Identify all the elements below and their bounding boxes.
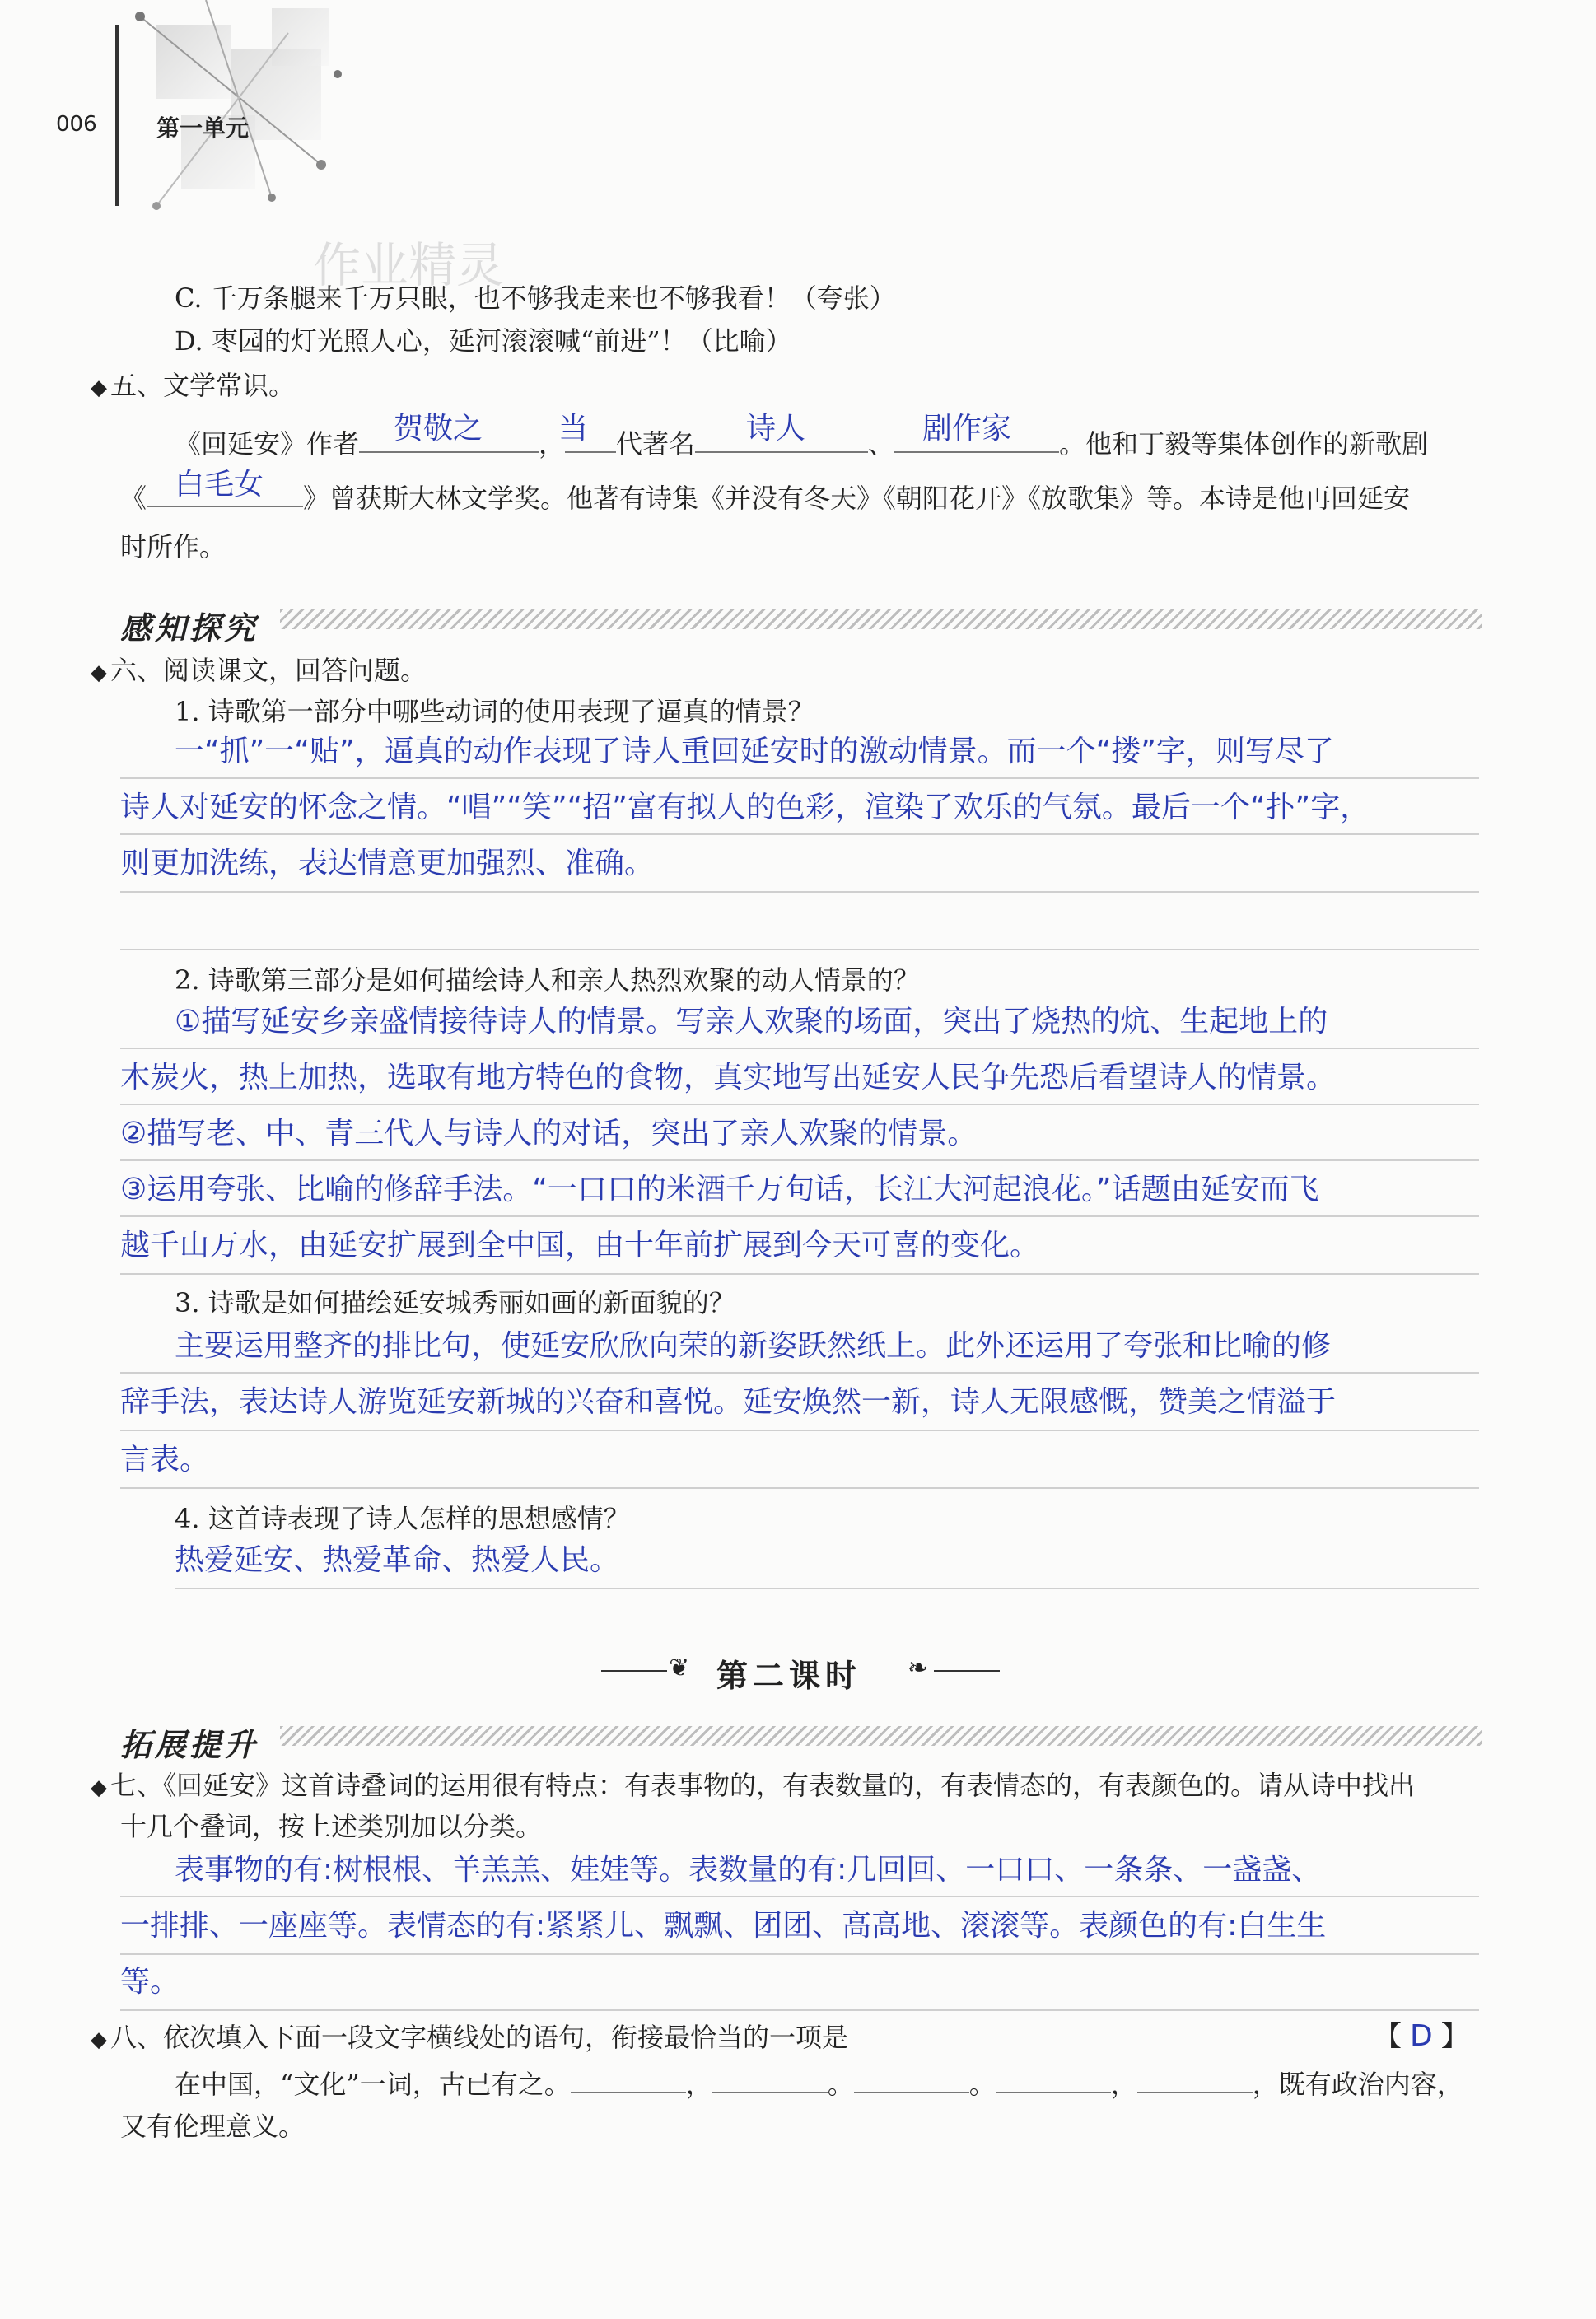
q6-ans2-line2: 木炭火，热上加热，选取有地方特色的食物，真实地写出延安人民争先恐后看望诗人的情景。 [120,1061,1337,1094]
q5-answer-playwright: 剧作家 [922,412,1012,446]
q6-sub2: 2. 诗歌第三部分是如何描绘诗人和亲人热烈欢聚的动人情景的？ [175,964,920,996]
unit-label: 第一单元 [156,114,250,142]
q7-ans-line2: 一排排、一座座等。表情态的有:紧紧儿、飘飘、团团、高高地、滚滚等。表颜色的有:白生生 [120,1909,1327,1943]
q6-ans2-line5: 越千山万水，由延安扩展到全中国，由十年前扩展到今天可喜的变化。 [120,1229,1040,1262]
q5-line2: 《 》曾获斯大林文学奖。他著有诗集《并没有冬天》《朝阳花开》《放歌集》等。本诗是他再回延安 [120,483,1411,514]
q6-ans1-line3: 则更加洗练，表达情意更加强烈、准确。 [120,847,655,880]
q8-question: ◆ 八、依次填入下面一段文字横线处的语句，衔接最恰当的一项是 [91,2022,849,2053]
section-bar-1 [280,609,1482,629]
q8-line2: 又有伦理意义。 [120,2111,306,2142]
q5-answer-author: 贺敬之 [394,412,483,446]
q6-title: ◆ 六、阅读课文，回答问题。 [91,655,427,686]
section-title-extension: 拓展提升 [120,1726,259,1763]
header-divider [115,25,119,206]
ornament-left-icon: ❦ [669,1654,690,1682]
lesson-heading [601,1650,996,1694]
q6-ans4: 热爱延安、热爱革命、热爱人民。 [175,1543,620,1577]
watermark: 作业精灵 [313,237,505,293]
q7-line2: 十几个叠词，按上述类别加以分类。 [120,1811,543,1842]
q6-ans2-line4: ③运用夸张、比喻的修辞手法。“一口口的米酒千万句话，长江大河起浪花。”话题由延安而飞 [120,1173,1319,1206]
q8-line1: 在中国，“文化”一词，古已有之。 ， 。 。 ， ，既有政治内容， [175,2069,1463,2100]
q6-ans2-line1: ①描写延安乡亲盛情接待诗人的情景。写亲人欢聚的场面，突出了烧热的炕、生起地上的 [175,1005,1328,1038]
q7-ans-line3: 等。 [120,1965,180,1999]
q6-ans1-line1: 一“抓”一“贴”，逼真的动作表现了诗人重回延安时的激动情景。而一个“搂”字，则写尽了 [175,735,1334,768]
q8-answer: D [1410,2019,1433,2053]
q5-answer-poet: 诗人 [746,412,806,446]
q6-ans3-line3: 言表。 [120,1443,210,1477]
q5-answer-era: 当 [558,412,589,446]
q5-title: ◆ 五、文学常识。 [91,370,296,401]
q7-ans-line1: 表事物的有:树根根、羊羔羔、娃娃等。表数量的有:几回回、一口口、一条条、一盏盏、 [175,1853,1322,1887]
q5-line3: 时所作。 [120,531,226,562]
section-title-perception: 感知探究 [120,609,259,646]
option-d: D. 枣园的灯光照人心，延河滚滚喊“前进”！（比喻） [175,325,792,357]
q6-ans2-line3: ②描写老、中、青三代人与诗人的对话，突出了亲人欢聚的情景。 [120,1117,978,1150]
section-bar-2 [280,1726,1482,1746]
q6-sub3: 3. 诗歌是如何描绘延安城秀丽如画的新面貌的？ [175,1287,735,1318]
ornament-right-icon: ❧ [908,1654,929,1682]
q6-ans1-line2: 诗人对延安的怀念之情。“唱”“笑”“招”富有拟人的色彩，渲染了欢乐的气氛。最后一个“扑”字， [120,791,1370,824]
q5-line1: 《回延安》作者 ， 代著名 、 。他和丁毅等集体创作的新歌剧 [175,428,1429,460]
q6-sub1: 1. 诗歌第一部分中哪些动词的使用表现了逼真的情景？ [175,696,814,727]
q5-answer-opera: 白毛女 [175,468,264,502]
q8-bracket: 【 D 】 [1374,2019,1469,2053]
q7-line1: ◆ 七、《回延安》这首诗叠词的运用很有特点：有表事物的，有表数量的，有表情态的，有表颜色的。请从诗中找出 [91,1770,1416,1801]
q6-ans3-line1: 主要运用整齐的排比句，使延安欣欣向荣的新姿跃然纸上。此外还运用了夸张和比喻的修 [175,1329,1332,1363]
option-c: C. 千万条腿来千万只眼，也不够我走来也不够我看！（夸张） [175,282,896,314]
lesson-title: 第二课时 [716,1658,862,1694]
q6-ans3-line2: 辞手法，表达诗人游览延安新城的兴奋和喜悦。延安焕然一新，诗人无限感慨，赞美之情溢于 [120,1385,1337,1419]
page-number: 006 [56,112,97,137]
q6-sub4: 4. 这首诗表现了诗人怎样的思想感情？ [175,1503,630,1534]
